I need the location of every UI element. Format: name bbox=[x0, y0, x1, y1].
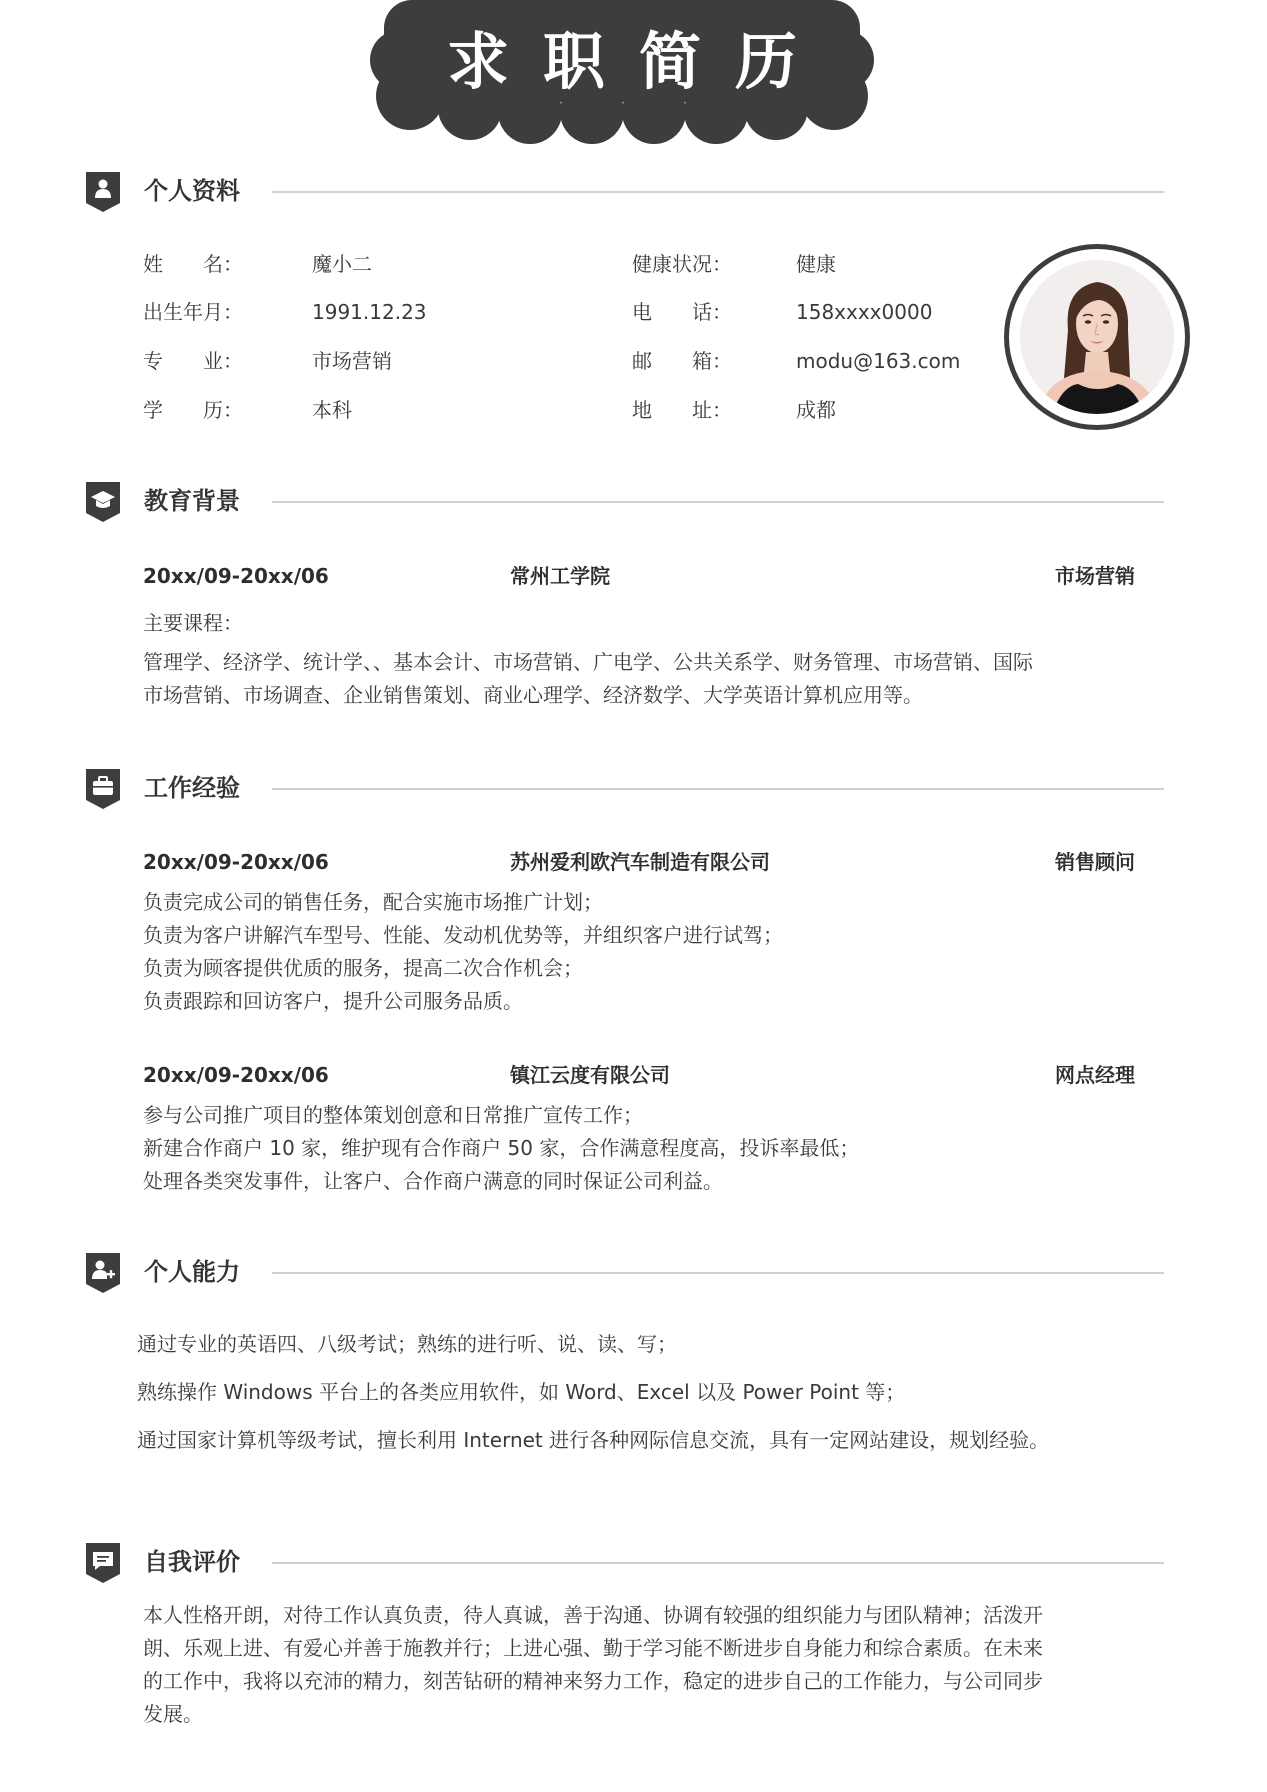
job-duty: 新建合作商户 10 家，维护现有合作商户 50 家，合作满意程度高，投诉率最低； bbox=[143, 1136, 860, 1160]
job-company: 苏州爱利欧汽车制造有限公司 bbox=[510, 850, 770, 874]
birth-value: 1991.12.23 bbox=[312, 300, 427, 324]
section-title: 自我评价 bbox=[144, 1548, 240, 1576]
job-duty: 负责完成公司的销售任务，配合实施市场推广计划； bbox=[143, 890, 603, 914]
job-duty: 处理各类突发事件，让客户、合作商户满意的同时保证公司利益。 bbox=[143, 1169, 723, 1193]
courses-label: 主要课程： bbox=[143, 611, 243, 635]
portrait-illustration bbox=[1020, 260, 1174, 414]
section-title: 工作经验 bbox=[144, 774, 240, 802]
phone-value: 158xxxx0000 bbox=[796, 300, 933, 324]
briefcase-icon bbox=[86, 769, 120, 809]
courses-line: 市场营销、市场调查、企业销售策划、商业心理学、经济数学、大学英语计算机应用等。 bbox=[143, 683, 923, 707]
section-divider bbox=[272, 788, 1164, 790]
major-label: 专 业： bbox=[143, 349, 243, 373]
job-position: 网点经理 bbox=[1055, 1063, 1135, 1087]
person-icon bbox=[86, 172, 120, 212]
section-divider bbox=[272, 191, 1164, 193]
education-school: 常州工学院 bbox=[510, 564, 610, 588]
education-major: 市场营销 bbox=[1055, 564, 1135, 588]
section-title: 个人能力 bbox=[144, 1258, 240, 1286]
education-period: 20xx/09-20xx/06 bbox=[143, 564, 329, 588]
health-label: 健康状况： bbox=[632, 252, 732, 276]
self-eval-line: 的工作中，我将以充沛的精力，刻苦钻研的精神来努力工作，稳定的进步自己的工作能力，与公司同步 bbox=[143, 1669, 1043, 1693]
address-value: 成都 bbox=[796, 398, 836, 422]
section-title: 教育背景 bbox=[144, 487, 240, 515]
email-label: 邮 箱： bbox=[632, 349, 732, 373]
section-divider bbox=[272, 501, 1164, 503]
self-eval-line: 朗、乐观上进、有爱心并善于施教并行；上进心强、勤于学习能不断进步自身能力和综合素质。在未来 bbox=[143, 1636, 1043, 1660]
avatar-photo bbox=[1020, 260, 1174, 414]
section-header-work bbox=[86, 769, 1164, 809]
job-company: 镇江云度有限公司 bbox=[510, 1063, 670, 1087]
self-eval-line: 发展。 bbox=[143, 1702, 203, 1726]
avatar bbox=[1004, 244, 1190, 430]
job-period: 20xx/09-20xx/06 bbox=[143, 1063, 329, 1087]
page-title: 求职简历 bbox=[446, 25, 831, 98]
person-plus-icon bbox=[86, 1253, 120, 1293]
section-title: 个人资料 bbox=[144, 177, 240, 205]
courses-line: 管理学、经济学、统计学、、基本会计、市场营销、广电学、公共关系学、财务管理、市场营销、国际 bbox=[143, 650, 1033, 674]
skill-item: 熟练操作 Windows 平台上的各类应用软件，如 Word、Excel 以及 Power Point 等； bbox=[137, 1380, 906, 1404]
birth-label: 出生年月： bbox=[143, 300, 243, 324]
section-header-skills bbox=[86, 1253, 1164, 1293]
email-value: modu@163.com bbox=[796, 349, 961, 373]
graduation-cap-icon bbox=[86, 482, 120, 522]
degree-label: 学 历： bbox=[143, 398, 243, 422]
section-header-profile bbox=[86, 172, 1164, 212]
job-duty: 负责为顾客提供优质的服务，提高二次合作机会； bbox=[143, 956, 583, 980]
major-value: 市场营销 bbox=[312, 349, 392, 373]
section-divider bbox=[272, 1562, 1164, 1564]
health-value: 健康 bbox=[796, 252, 836, 276]
chat-bubble-icon bbox=[86, 1543, 120, 1583]
section-divider bbox=[272, 1272, 1164, 1274]
skill-item: 通过国家计算机等级考试，擅长利用 Internet 进行各种网际信息交流，具有一定网站建设，规划经验。 bbox=[137, 1428, 1050, 1452]
job-duty: 负责为客户讲解汽车型号、性能、发动机优势等，并组织客户进行试驾； bbox=[143, 923, 783, 947]
name-value: 魔小二 bbox=[312, 252, 372, 276]
section-header-self-eval bbox=[86, 1543, 1164, 1583]
job-period: 20xx/09-20xx/06 bbox=[143, 850, 329, 874]
skill-item: 通过专业的英语四、八级考试；熟练的进行听、说、读、写； bbox=[137, 1332, 677, 1356]
section-header-education bbox=[86, 482, 1164, 522]
job-duty: 负责跟踪和回访客户，提升公司服务品质。 bbox=[143, 989, 523, 1013]
name-label: 姓 名： bbox=[143, 252, 243, 276]
job-position: 销售顾问 bbox=[1055, 850, 1135, 874]
job-duty: 参与公司推广项目的整体策划创意和日常推广宣传工作； bbox=[143, 1103, 643, 1127]
phone-label: 电 话： bbox=[632, 300, 732, 324]
self-eval-line: 本人性格开朗，对待工作认真负责，待人真诚，善于沟通、协调有较强的组织能力与团队精神；活泼开 bbox=[143, 1603, 1043, 1627]
title-banner bbox=[370, 0, 874, 145]
address-label: 地 址： bbox=[632, 398, 732, 422]
degree-value: 本科 bbox=[312, 398, 352, 422]
